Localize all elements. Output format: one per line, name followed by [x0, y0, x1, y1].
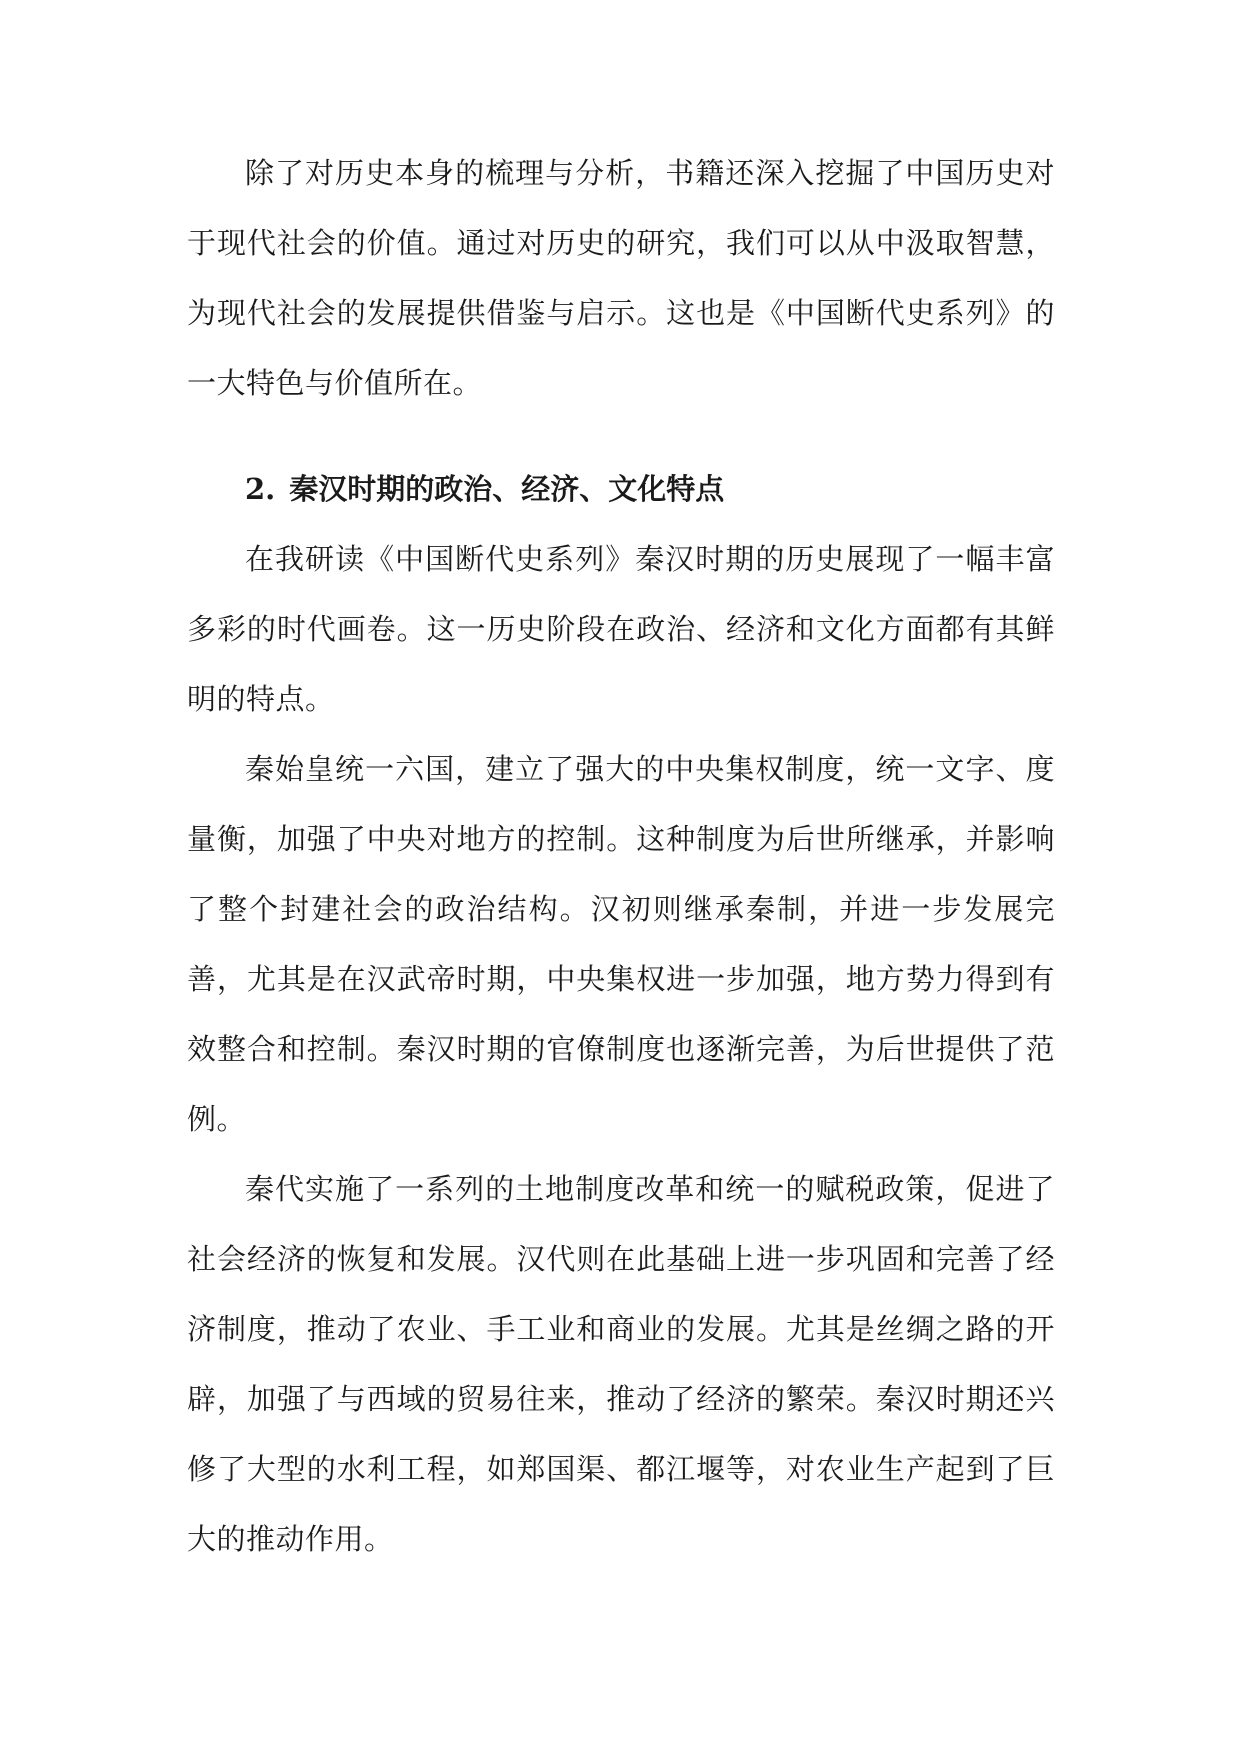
paragraph: 除了对历史本身的梳理与分析，书籍还深入挖掘了中国历史对于现代社会的价值。通过对历史的研究，我们可以从中汲取智慧，为现代社会的发展提供借鉴与启示。这也是《中国断代史系列》的一大特色与价值所在。 [187, 156, 1055, 400]
paragraph: 秦始皇统一六国，建立了强大的中央集权制度，统一文字、度量衡，加强了中央对地方的控制。这种制度为后世所继承，并影响了整个封建社会的政治结构。汉初则继承秦制，并进一步发展完善，尤其是在汉武帝时期，中央集权进一步加强，地方势力得到有效整合和控制。秦汉时期的官僚制度也逐渐完善，为后世提供了范例。 [187, 752, 1055, 1136]
section-heading [187, 418, 1055, 524]
document-body [187, 138, 1055, 1574]
paragraph: 秦代实施了一系列的土地制度改革和统一的赋税政策，促进了社会经济的恢复和发展。汉代则在此基础上进一步巩固和完善了经济制度，推动了农业、手工业和商业的发展。尤其是丝绸之路的开辟，加强了与西域的贸易往来，推动了经济的繁荣。秦汉时期还兴修了大型的水利工程，如郑国渠、都江堰等，对农业生产起到了巨大的推动作用。 [187, 1172, 1055, 1556]
paragraph: 在我研读《中国断代史系列》秦汉时期的历史展现了一幅丰富多彩的时代画卷。这一历史阶段在政治、经济和文化方面都有其鲜明的特点。 [187, 542, 1055, 716]
section-number: 2. [245, 472, 276, 506]
section-title: 秦汉时期的政治、经济、文化特点 [289, 472, 725, 506]
